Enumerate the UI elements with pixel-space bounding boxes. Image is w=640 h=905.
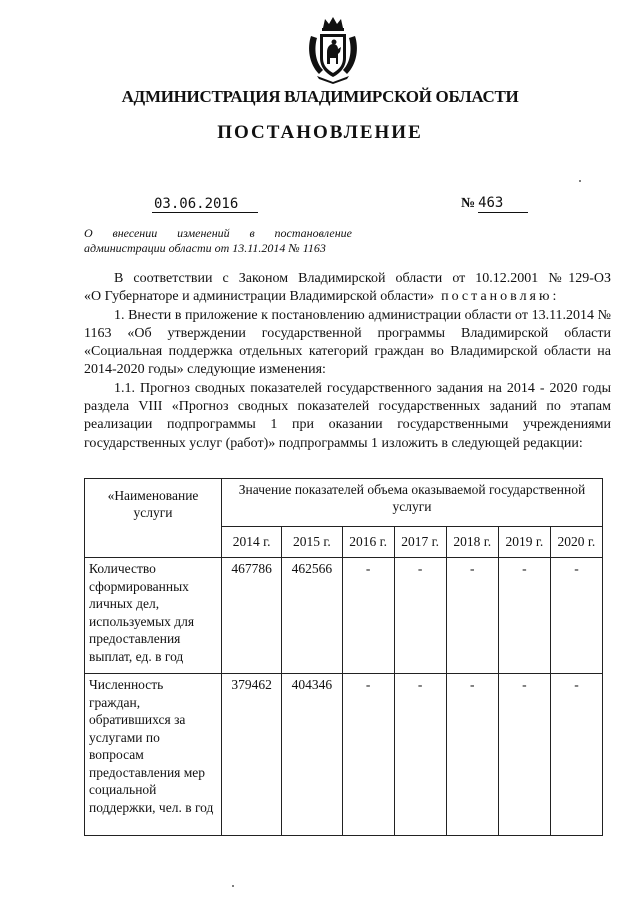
year-header: 2016 г. [342,527,394,558]
subject-line-2: администрации области от 13.11.2014 № 1163 [84,241,326,255]
year-header: 2015 г. [282,527,342,558]
value-cell: - [446,674,498,836]
document-body [84,270,611,453]
value-cell: - [342,558,394,674]
table-header-row [85,479,603,527]
subject-line-1 [84,226,352,241]
subject-word: О [84,226,93,240]
document-number-block [461,195,528,213]
subject-word: изменений [177,226,230,240]
value-cell: 379462 [222,674,282,836]
value-cell: 467786 [222,558,282,674]
intro-line-1: В соответствии с Законом Владимирской области от 10.12.2001 №129-ОЗ [114,271,611,286]
value-cell: 404346 [282,674,342,836]
document-date: 03.06.2016 [152,196,258,213]
year-header: 2014 г. [222,527,282,558]
scan-speck [232,885,234,887]
value-cell: - [498,558,550,674]
value-cell: - [342,674,394,836]
value-cell: 462566 [282,558,342,674]
resolve-word: постановляю: [441,289,560,305]
value-cell: - [550,558,602,674]
year-header: 2017 г. [394,527,446,558]
service-name-cell: Численность граждан, обратившихся за услугами по вопросам предоставления мер социальной поддержки, чел. в год [85,674,222,836]
document-number: 463 [478,195,528,213]
scan-speck [579,180,581,182]
year-header: 2018 г. [446,527,498,558]
value-header: Значение показателей объема оказываемой государственной услуги [222,479,603,527]
intro-law-title: «О Губернаторе и администрации Владимирской области» [84,289,435,305]
value-cell: - [394,558,446,674]
value-cell: - [394,674,446,836]
value-cell: - [550,674,602,836]
number-sign: № [461,196,476,211]
service-indicators-table [84,478,603,836]
document-subject [84,226,352,256]
table-row [85,674,603,836]
intro-line-2 [84,288,611,306]
coat-of-arms-emblem [305,14,361,84]
document-type-title: ПОСТАНОВЛЕНИЕ [217,122,423,143]
year-header: 2020 г. [550,527,602,558]
service-name-cell: Количество сформированных личных дел, используемых для предоставления выплат, ед. в год [85,558,222,674]
value-cell: - [446,558,498,674]
table-row [85,558,603,674]
paragraph-1-1: 1.1. Прогноз сводных показателей государственного задания на 2014 - 2020 годы раздела VIII «Прогноз сводных показателей государственных заданий по этапам реализации подпрограммы 1 при оказании государственными учреждениями государственных услуг (работ)» подпрограммы 1 изложить в следующей редакции: [84,380,611,451]
value-cell: - [498,674,550,836]
subject-word: внесении [112,226,158,240]
subject-word: постановление [274,226,352,240]
service-name-header: «Наименование услуги [85,479,222,558]
agency-title: АДМИНИСТРАЦИЯ ВЛАДИМИРСКОЙ ОБЛАСТИ [121,87,519,106]
subject-word: в [249,226,255,240]
paragraph-1: 1. Внести в приложение к постановлению администрации области от 13.11.2014 № 1163 «Об утверждении государственной программы Владимирской области «Социальная поддержка отдельных категорий граждан во Владимирской области на 2014-2020 годы» следующие изменения: [84,307,611,378]
year-header: 2019 г. [498,527,550,558]
